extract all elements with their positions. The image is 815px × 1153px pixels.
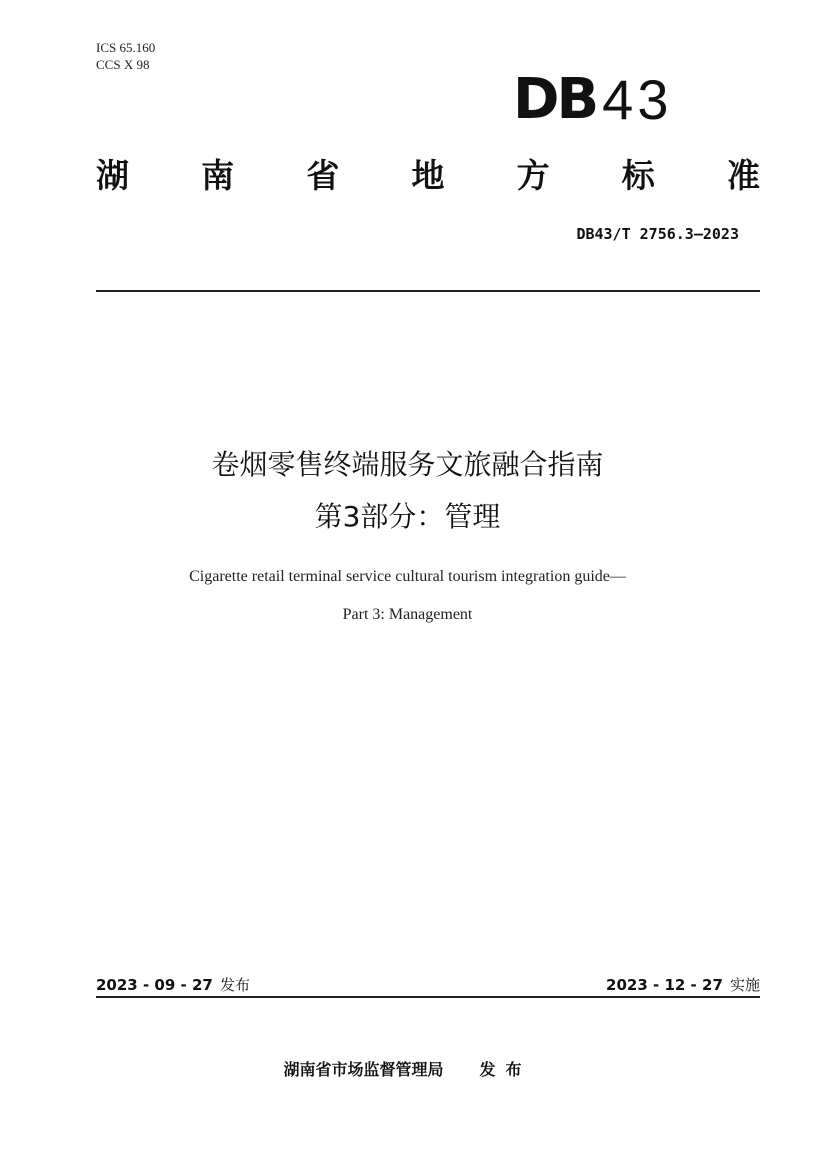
standard-type-char: 省 <box>306 155 340 195</box>
header-divider <box>96 290 760 292</box>
chinese-title: 卷烟零售终端服务文旅融合指南 <box>211 448 604 481</box>
ics-code: ICS 65.160 <box>96 40 156 55</box>
publisher-name: 湖南省市场监督管理局 <box>283 1060 444 1079</box>
issue-date-group <box>96 974 250 995</box>
date-row <box>96 974 760 998</box>
standard-number: DB43/T 2756.3—2023 <box>576 225 739 243</box>
db-logo-number: 43 <box>602 68 673 131</box>
ccs-code: CCS X 98 <box>96 57 150 72</box>
footer-divider <box>96 996 760 998</box>
chinese-subtitle: 第3部分：管理 <box>314 500 501 533</box>
english-subtitle: Part 3: Management <box>342 606 473 623</box>
standard-type-char: 南 <box>201 155 235 195</box>
implement-date: 2023 - 12 - 27 <box>606 976 723 994</box>
standard-type-char: 准 <box>726 155 760 195</box>
issue-label: 发布 <box>219 976 250 994</box>
classification-codes <box>96 39 155 73</box>
implement-date-group <box>606 974 760 995</box>
english-title: Cigarette retail terminal service cultural tourism integration guide— <box>189 568 626 585</box>
db-logo-prefix: DB <box>513 67 597 132</box>
implement-label: 实施 <box>729 976 760 994</box>
publisher-issue-label: 发布 <box>479 1060 532 1079</box>
standard-type-char: 标 <box>621 155 655 195</box>
standard-type-char: 湖 <box>96 155 129 195</box>
standard-type-char: 方 <box>516 155 550 195</box>
standard-type-char: 地 <box>411 155 445 195</box>
standard-type-heading <box>96 150 760 196</box>
db-logo <box>513 67 673 132</box>
publisher-line <box>0 1057 815 1080</box>
issue-date: 2023 - 09 - 27 <box>96 976 213 994</box>
